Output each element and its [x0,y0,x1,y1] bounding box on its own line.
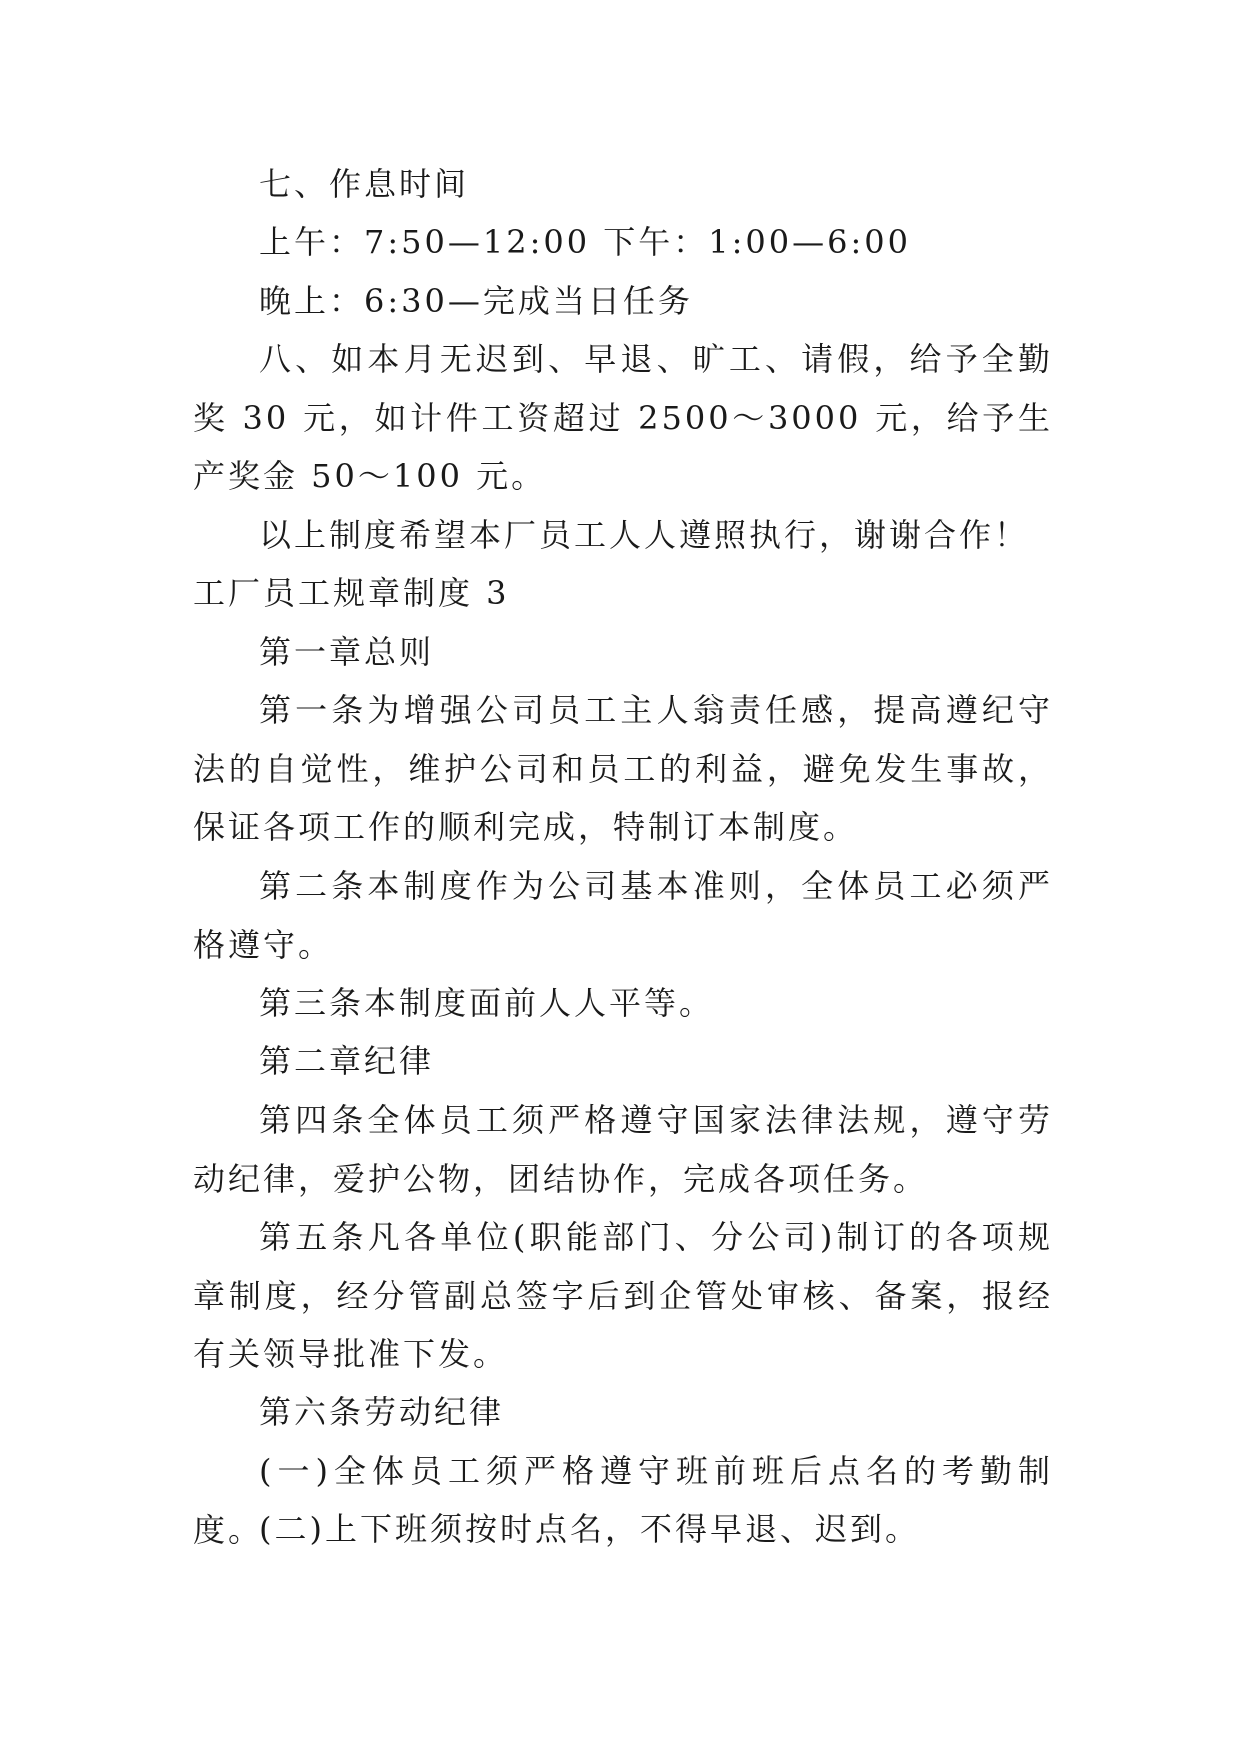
chapter-heading-discipline: 第二章纪律 [259,1042,435,1080]
article-6-item-1: (一)全体员工须严格遵守班前班后点名的考勤制度。 [193,1452,1053,1549]
section-heading-rest-hours: 七、作息时间 [259,165,470,203]
article-2: 第二条本制度作为公司基本准则，全体员工必须严格遵守。 [193,867,1053,964]
document-section-title: 工厂员工规章制度 3 [193,574,510,612]
article-4: 第四条全体员工须严格遵守国家法律法规，遵守劳动纪律，爱护公物，团结协作，完成各项任务。 [193,1101,1053,1198]
paragraph-daytime-hours: 上午：7:50—12:00 下午：1:00—6:00 [259,223,911,261]
paragraph-attendance-bonus: 八、如本月无迟到、早退、旷工、请假，给予全勤奖 30 元，如计件工资超过 2500～3000 元，给予生产奖金 50～100 元。 [193,340,1053,495]
article-6-item-2: (二)上下班须按时点名，不得早退、迟到。 [259,1510,920,1548]
paragraph-evening-hours: 晚上：6:30—完成当日任务 [259,282,693,320]
chapter-heading-general: 第一章总则 [259,633,435,671]
article-5: 第五条凡各单位(职能部门、分公司)制订的各项规章制度，经分管副总签字后到企管处审核、备案，报经有关领导批准下发。 [193,1218,1053,1373]
article-1: 第一条为增强公司员工主人翁责任感，提高遵纪守法的自觉性，维护公司和员工的利益，避免发生事故，保证各项工作的顺利完成，特制订本制度。 [193,691,1053,846]
article-3: 第三条本制度面前人人平等。 [259,984,715,1022]
paragraph-closing-note: 以上制度希望本厂员工人人遵照执行，谢谢合作！ [259,516,1030,554]
article-6-heading: 第六条劳动纪律 [259,1393,505,1431]
